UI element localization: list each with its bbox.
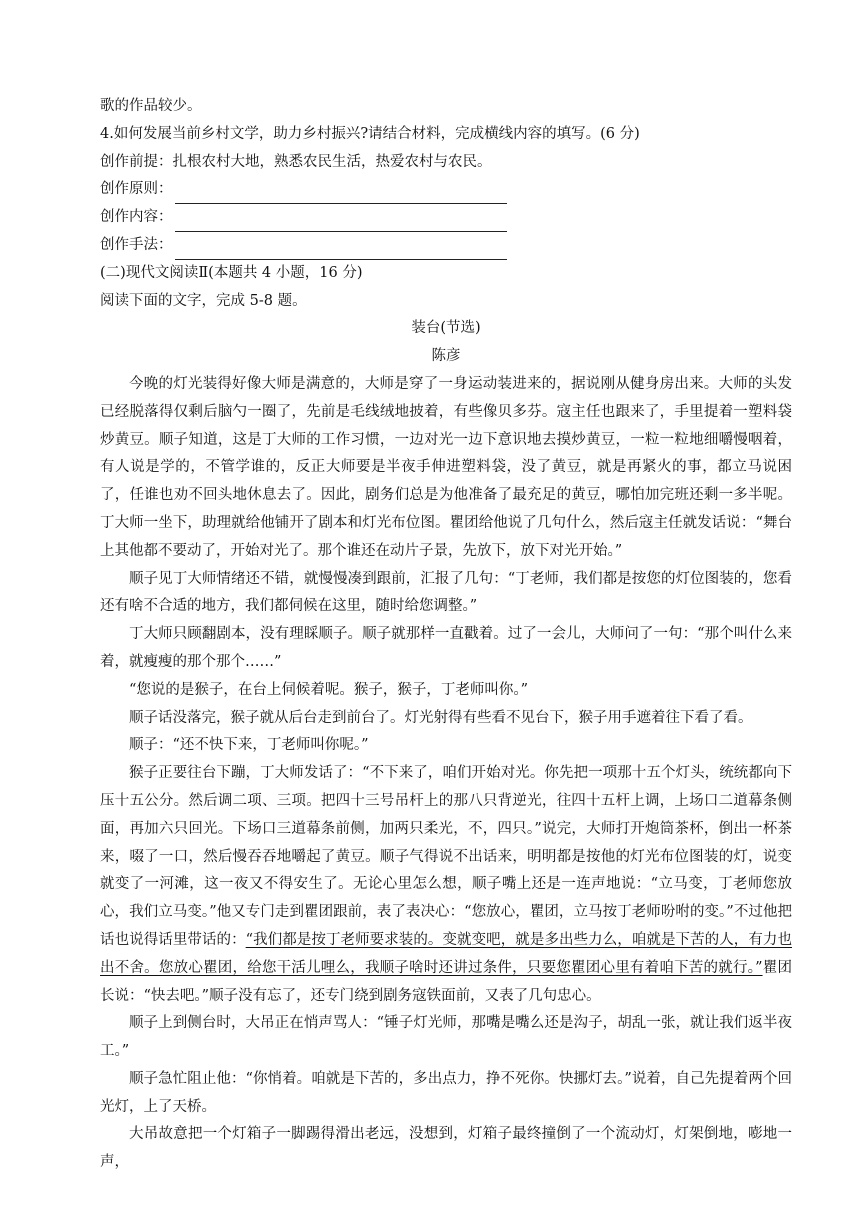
text-line: 歌的作品较少。: [100, 98, 202, 114]
creation-content-blank[interactable]: [175, 211, 507, 232]
creation-method-blank[interactable]: [175, 239, 507, 260]
paragraph: “您说的是猴子，在台上伺候着呢。猴子，猴子，丁老师叫你。”: [129, 681, 529, 698]
document-page: [100, 93, 792, 1177]
paragraph: 顺子急忙阻止他：“你悄着。咱就是下苦的，多出点力，挣不死你。快挪灯去。”说着，自己先提着两个回光灯，上了天桥。: [100, 1070, 792, 1115]
passage-author: 陈彦: [431, 348, 461, 365]
paragraph: [100, 760, 792, 1010]
paragraph: 顺子话没落完，猴子就从后台走到前台了。灯光射得有些看不见台下，猴子用手遮着往下看了看。: [129, 709, 753, 726]
paragraph-text: 瞿团长说：“快去吧。”顺子没有忘了，还专门绕到剧务寇铁面前，又表了几句忠心。: [100, 959, 793, 1004]
passage-title: 装台(节选): [411, 320, 481, 337]
creation-content-row: [100, 204, 792, 232]
creation-premise: 创作前提：扎根农村大地，熟悉农民生活，热爱农村与农民。: [100, 153, 492, 170]
section-heading: (二)现代文阅读Ⅱ(本题共 4 小题，16 分): [100, 264, 363, 281]
creation-principle-label: 创作原则：: [100, 181, 173, 198]
paragraph: 今晚的灯光装得好像大师是满意的，大师是穿了一身运动装进来的，据说刚从健身房出来。大师的头发已经脱落得仅剩后脑勺一圈了，先前是毛线绒地披着，有些像贝多芬。寇主任也跟来了，手里提着一塑料袋炒黄豆。顺子知道，这是丁大师的工作习惯，一边对光一边下意识地去摸炒黄豆，一粒一粒地细嚼慢咽着，有人说是学的，不管学谁的，反正大师要是半夜手伸进塑料袋，没了黄豆，就是再紧火的事，都立马说困了，任谁也劝不回头地休息去了。因此，剧务们总是为他准备了最充足的黄豆，哪怕加完班还剩一多半呢。丁大师一坐下，助理就给他铺开了剧本和灯光布位图。瞿团给他说了几句什么，然后寇主任就发话说：“舞台上其他都不要动了，开始对光了。那个谁还在动片子景，先放下，放下对光开始。”: [100, 375, 792, 559]
creation-principle-row: [100, 176, 792, 204]
paragraph-text: 猴子正要往台下蹦，丁大师发话了：“不下来了，咱们开始对光。你先把一项那十五个灯头，统统都向下压十五公分。然后调二项、三项。把四十三号吊杆上的那八只背逆光，往四十五杆上调，上场口二道幕条侧面，再加六只回光。下场口三道幕条前侧，加两只柔光，不，四只。”说完，大师打开炮筒茶杯，倒出一杯茶来，啜了一口，然后慢吞吞地嚼起了黄豆。顺子气得说不出话来，明明都是按他的灯光布位图装的灯，说变就变了一河滩，这一夜又不得安生了。无论心里怎么想，顺子嘴上还是一连声地说：“立马变，丁老师您放心，我们立马变。”他又专门走到瞿团跟前，表了表决心：“您放心，瞿团，立马按丁老师吩咐的变。”不过他把话也说得话里带话的：: [100, 765, 792, 948]
paragraph: 丁大师只顾翻剧本，没有理睬顺子。顺子就那样一直戳着。过了一会儿，大师问了一句：“那个叫什么来着，就瘦瘦的那个那个……”: [100, 626, 792, 670]
question-4: 4.如何发展当前乡村文学，助力乡村振兴?请结合材料，完成横线内容的填写。(6 分): [100, 125, 640, 142]
section-instruction: 阅读下面的文字，完成 5-8 题。: [100, 292, 307, 309]
paragraph: 顺子上到侧台时，大吊正在悄声骂人：“锤子灯光师，那嘴是嘴么还是沟子，胡乱一张，就让我们返半夜工。”: [100, 1015, 792, 1060]
paragraph: 大吊故意把一个灯箱子一脚踢得滑出老远，没想到，灯箱子最终撞倒了一个流动灯，灯架倒地，嘭地一声，: [100, 1126, 792, 1171]
creation-method-label: 创作手法：: [100, 236, 173, 253]
creation-principle-blank[interactable]: [175, 183, 507, 204]
paragraph: 顺子：“还不快下来，丁老师叫你呢。”: [129, 737, 369, 754]
paragraph: 顺子见丁大师情绪还不错，就慢慢凑到跟前，汇报了几句：“丁老师，我们都是按您的灯位图装的，您看还有啥不合适的地方，我们都伺候在这里，随时给您调整。”: [100, 570, 792, 615]
creation-method-row: [100, 232, 792, 260]
underlined-passage: “我们都是按丁老师要求装的。变就变吧，就是多出些力么，咱就是下苦的人，有力也出不舍。您放心瞿团，给您干活儿哩么，我顺子啥时还讲过条件，只要您瞿团心里有着咱下苦的就行。”: [100, 931, 792, 976]
creation-content-label: 创作内容：: [100, 209, 173, 226]
